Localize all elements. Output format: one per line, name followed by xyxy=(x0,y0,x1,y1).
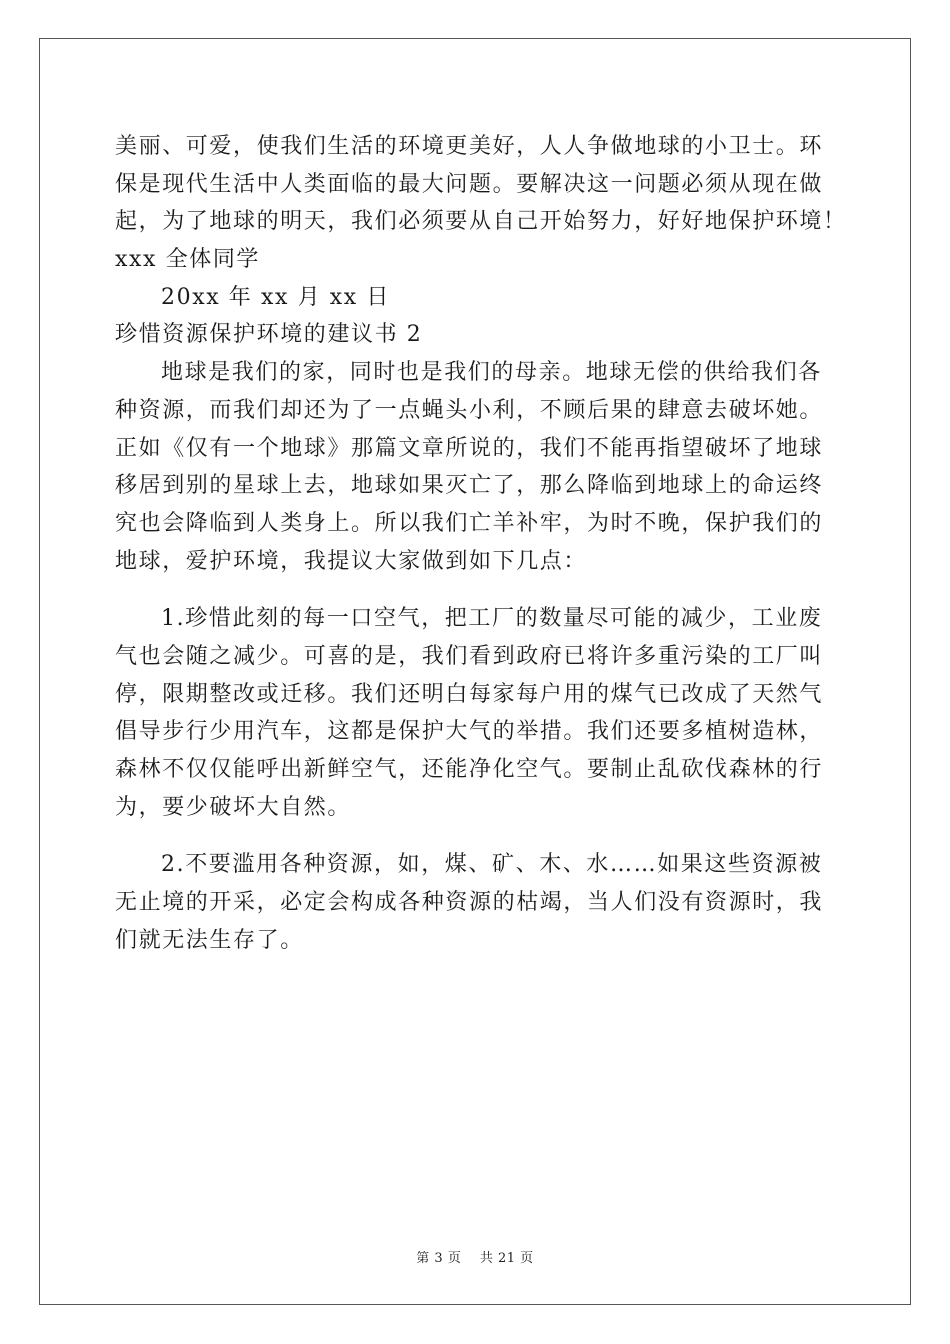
text-line: 起，为了地球的明天，我们必须要从自己开始努力，好好地保护环境！ xyxy=(115,209,847,235)
section-heading: 珍惜资源保护环境的建议书 2 xyxy=(115,322,423,348)
text-line: 停，限期整改或迁移。我们还明白每家每户用的煤气已改成了天然气 xyxy=(115,681,824,707)
text-line: 种资源，而我们却还为了一点蝇头小利，不顾后果的肆意去破坏她。 xyxy=(115,397,824,423)
date-line: 20xx 年 xx 月 xx 日 xyxy=(161,284,391,310)
text-line: 2.不要滥用各种资源，如，煤、矿、木、水……如果这些资源被 xyxy=(161,852,823,878)
text-line: 1.珍惜此刻的每一口空气，把工厂的数量尽可能的减少，工业废 xyxy=(161,606,823,632)
text-line: 无止境的开采，必定会构成各种资源的枯竭，当人们没有资源时，我 xyxy=(115,890,824,916)
page-number: 第 3 页 xyxy=(416,1251,462,1266)
text-line: 正如《仅有一个地球》那篇文章所说的，我们不能再指望破坏了地球 xyxy=(115,435,824,461)
document-body xyxy=(115,128,847,959)
text-line: 保是现代生活中人类面临的最大问题。要解决这一问题必须从现在做 xyxy=(115,171,824,197)
text-line: 倡导步行少用汽车，这都是保护大气的举措。我们还要多植树造林， xyxy=(115,719,824,745)
signature: xxx 全体同学 xyxy=(115,247,261,273)
text-line: 气也会随之减少。可喜的是，我们看到政府已将许多重污染的工厂叫 xyxy=(115,643,824,669)
total-pages: 共 21 页 xyxy=(479,1251,534,1266)
text-line: 地球是我们的家，同时也是我们的母亲。地球无偿的供给我们各 xyxy=(161,360,822,386)
text-line: 地球，爱护环境，我提议大家做到如下几点： xyxy=(115,548,588,574)
text-line: 究也会降临到人类身上。所以我们亡羊补牢，为时不晚，保护我们的 xyxy=(115,510,824,536)
page-footer xyxy=(0,1247,950,1266)
text-line: 为，要少破坏大自然。 xyxy=(115,794,352,820)
text-line: 森林不仅仅能呼出新鲜空气，还能净化空气。要制止乱砍伐森林的行 xyxy=(115,757,824,782)
text-line: 移居到别的星球上去，地球如果灭亡了，那么降临到地球上的命运终 xyxy=(115,473,824,499)
text-line: 美丽、可爱，使我们生活的环境更美好，人人争做地球的小卫士。环 xyxy=(115,134,824,159)
text-line: 们就无法生存了。 xyxy=(115,927,304,953)
